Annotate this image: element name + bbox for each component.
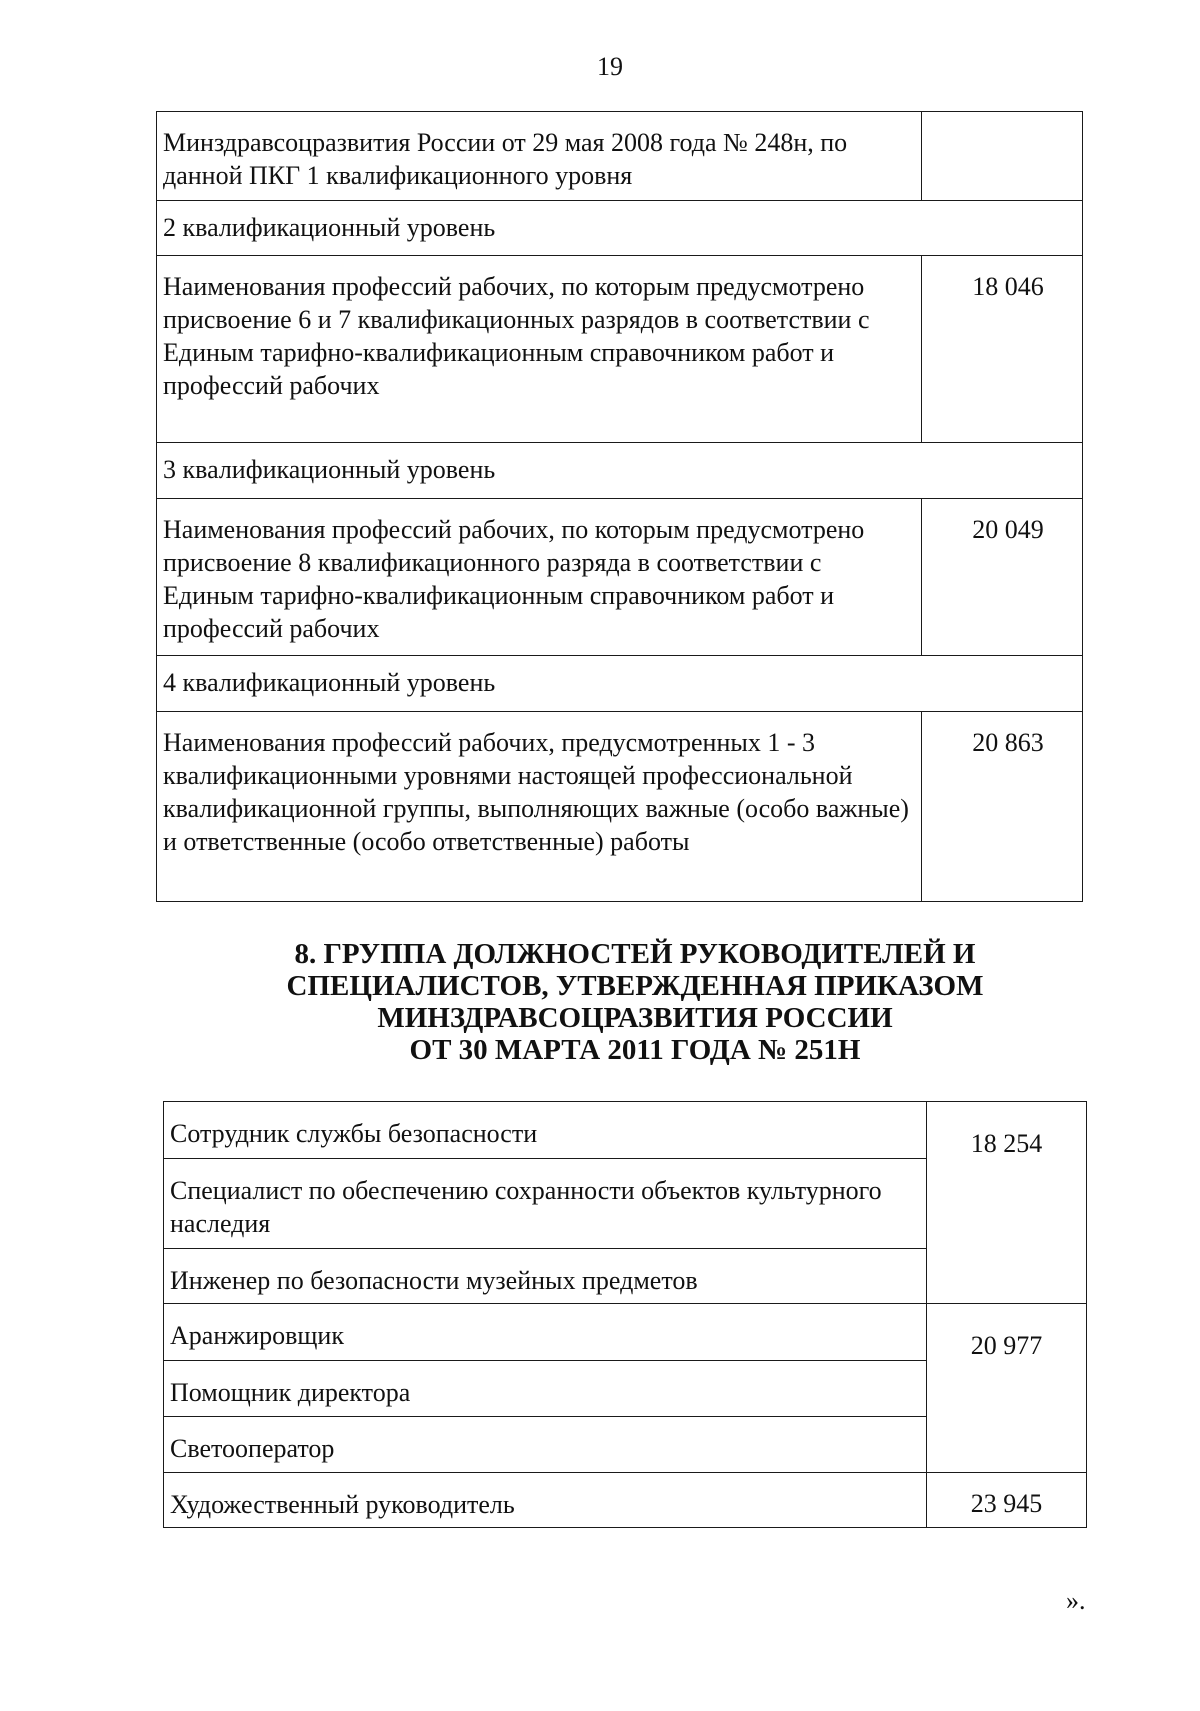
salary-value: 18 254	[927, 1102, 1087, 1304]
position-name: Инженер по безопасности музейных предметов	[164, 1249, 927, 1304]
heading-line: МИНЗДРАВСОЦРАЗВИТИЯ РОССИИ	[377, 1002, 893, 1034]
table-row	[164, 1304, 1087, 1361]
table-row	[164, 1102, 1087, 1159]
heading-line: ОТ 30 МАРТА 2011 ГОДА № 251Н	[409, 1034, 861, 1066]
position-description: Минздравсоцразвития России от 29 мая 2008 года № 248н, по данной ПКГ 1 квалификационного уровня	[157, 112, 922, 201]
table-row	[157, 443, 1083, 499]
salary-value: 20 977	[927, 1304, 1087, 1473]
closing-quote-mark: ».	[1066, 1586, 1086, 1615]
position-name: Сотрудник службы безопасности	[164, 1102, 927, 1159]
salary-value	[922, 112, 1083, 201]
heading-line: 8. ГРУППА ДОЛЖНОСТЕЙ РУКОВОДИТЕЛЕЙ И	[294, 938, 976, 970]
heading-line: СПЕЦИАЛИСТОВ, УТВЕРЖДЕННАЯ ПРИКАЗОМ	[286, 970, 984, 1002]
position-name: Специалист по обеспечению сохранности объектов культурного наследия	[164, 1159, 927, 1249]
table-row	[157, 499, 1083, 656]
position-description: Наименования профессий рабочих, предусмотренных 1 - 3 квалификационными уровнями настоящей профессиональной квалификационной группы, выполняющих важные (особо важные) и ответственные (особо ответственные) работы	[157, 712, 922, 902]
qualification-level-heading: 2 квалификационный уровень	[157, 201, 1083, 256]
qualification-levels-table	[156, 111, 1083, 902]
table-row	[157, 256, 1083, 443]
position-name: Помощник директора	[164, 1361, 927, 1417]
position-name: Светооператор	[164, 1417, 927, 1473]
salary-value: 18 046	[922, 256, 1083, 443]
salary-value: 20 049	[922, 499, 1083, 656]
table-row	[157, 656, 1083, 712]
table-row	[157, 112, 1083, 201]
salary-value: 20 863	[922, 712, 1083, 902]
qualification-level-heading: 4 квалификационный уровень	[157, 656, 1083, 712]
position-description: Наименования профессий рабочих, по которым предусмотрено присвоение 8 квалификационного разряда в соответствии с Единым тарифно-квалификационным справочником работ и профессий рабочих	[157, 499, 922, 656]
position-name: Художественный руководитель	[164, 1473, 927, 1528]
page-number: 19	[597, 52, 623, 81]
table-row	[157, 712, 1083, 902]
section-8-heading	[200, 938, 1070, 1066]
table-row	[157, 201, 1083, 256]
salary-value: 23 945	[927, 1473, 1087, 1528]
table-row	[164, 1473, 1087, 1528]
qualification-level-heading: 3 квалификационный уровень	[157, 443, 1083, 499]
positions-table	[163, 1101, 1087, 1528]
position-description: Наименования профессий рабочих, по которым предусмотрено присвоение 6 и 7 квалификационных разрядов в соответствии с Единым тарифно-квалификационным справочником работ и профессий рабочих	[157, 256, 922, 443]
position-name: Аранжировщик	[164, 1304, 927, 1361]
